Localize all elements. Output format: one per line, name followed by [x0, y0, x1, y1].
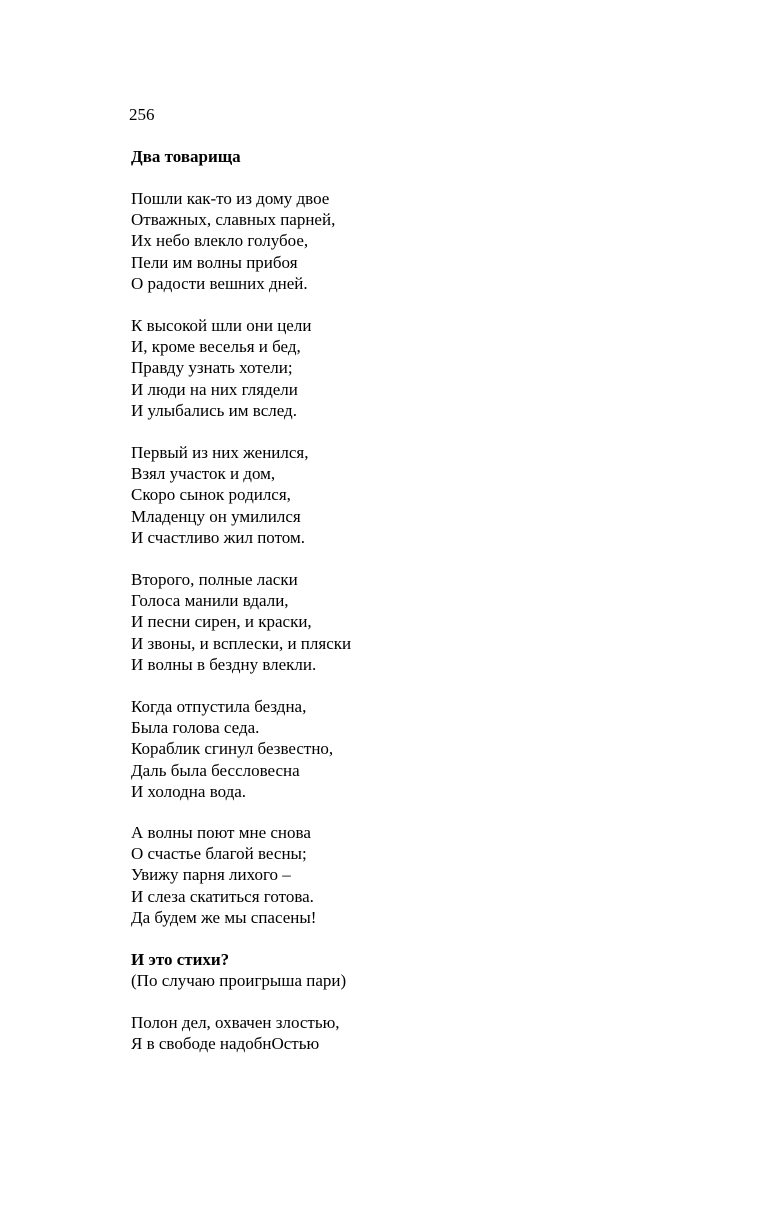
- poem-line: Была голова седа.: [131, 718, 260, 738]
- poem-line: Правду узнать хотели;: [131, 358, 293, 378]
- poem-line: Младенцу он умилился: [131, 506, 301, 526]
- poem-line: Даль была бессловесна: [131, 760, 300, 780]
- poem-line: Полон дел, охвачен злостью,: [131, 1013, 340, 1032]
- stanza-6: [131, 822, 316, 928]
- poem-line: А волны поют мне снова: [131, 823, 311, 842]
- poem-line: Да будем же мы спасены!: [131, 907, 317, 927]
- poem-line: И, кроме веселья и бед,: [131, 337, 301, 357]
- poem-line: И улыбались им вслед.: [131, 400, 297, 420]
- poem-line: И звоны, и всплески, и пляски: [131, 633, 352, 653]
- poem-line: И счастливо жил потом.: [131, 527, 305, 547]
- poem-line: Я в свободе надобнОстью: [131, 1034, 320, 1054]
- stanza-7: [131, 1012, 340, 1054]
- page-number: 256: [129, 105, 155, 124]
- poem-line: И слеза скатиться готова.: [131, 886, 314, 906]
- poem-title: Два товарища: [131, 147, 241, 166]
- poem-line: Их небо влекло голубое,: [131, 231, 309, 251]
- poem-line: Взял участок и дом,: [131, 464, 276, 484]
- poem-title: И это стихи?: [131, 950, 230, 969]
- poem-line: И волны в бездну влекли.: [131, 654, 317, 674]
- poem-line: Второго, полные ласки: [131, 570, 298, 589]
- poem-line: Пели им волны прибоя: [131, 252, 298, 272]
- poem-line: И песни сирен, и краски,: [131, 612, 312, 632]
- stanza-3: [131, 442, 309, 548]
- poem-line: Когда отпустила бездна,: [131, 697, 307, 716]
- poem-line: Увижу парня лихого –: [131, 865, 291, 885]
- stanza-5: [131, 696, 333, 802]
- poem-line: Кораблик сгинул безвестно,: [131, 739, 334, 759]
- poem-line: Пошли как-то из дому двое: [131, 189, 330, 208]
- poem-line: К высокой шли они цели: [131, 316, 312, 335]
- poem-line: И холодна вода.: [131, 781, 247, 801]
- poem-line: Голоса манили вдали,: [131, 591, 289, 611]
- stanza-4: [131, 569, 351, 675]
- poem-line: О счастье благой весны;: [131, 844, 307, 864]
- poem-line: Скоро сынок родился,: [131, 485, 291, 505]
- poem-line: И люди на них глядели: [131, 379, 298, 399]
- poem-line: Отважных, славных парней,: [131, 210, 336, 230]
- stanza-1: [131, 188, 335, 294]
- poem-line: О радости вешних дней.: [131, 273, 308, 293]
- stanza-2: [131, 315, 311, 421]
- poem-subtitle: (По случаю проигрыша пари): [131, 971, 347, 990]
- poem-line: Первый из них женился,: [131, 443, 309, 462]
